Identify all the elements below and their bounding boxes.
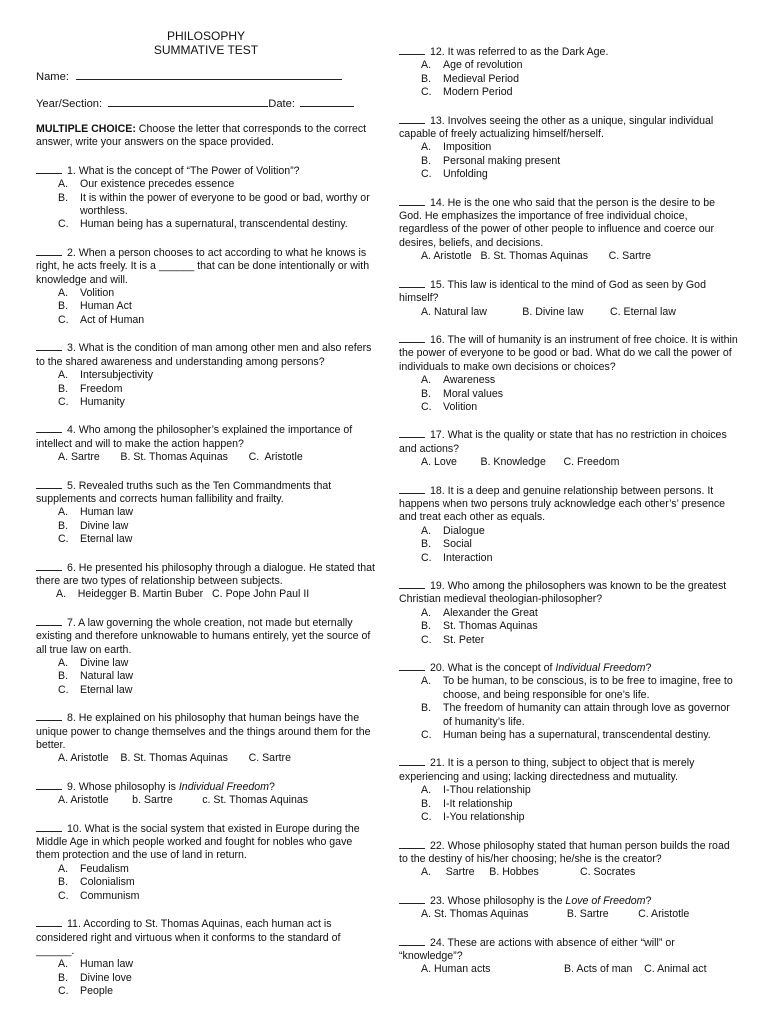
question-18 (399, 483, 739, 565)
inline-options: A. Sartre B. St. Thomas Aquinas C. Aristotle (58, 451, 303, 464)
instructions (36, 123, 376, 150)
option-b: B. Personal making present (421, 154, 561, 167)
answer-blank-2[interactable] (36, 245, 62, 256)
question-stem: It was referred to as the Dark Age. (447, 46, 609, 58)
question-stem: This law is identical to the mind of God as seen by God himself? (399, 278, 706, 305)
question-number: 13. (429, 114, 445, 127)
question-number: 2. (66, 246, 76, 259)
question-stem: What is the concept of (447, 662, 556, 675)
answer-blank-20[interactable] (399, 660, 425, 671)
right-column (399, 44, 739, 977)
question-number: 22. (429, 839, 445, 852)
question-number: 9. (66, 780, 76, 793)
answer-blank-14[interactable] (399, 195, 425, 206)
answer-blank-1[interactable] (36, 163, 62, 174)
inline-options: A. Sartre B. Hobbes C. Socrates (421, 866, 636, 879)
answer-blank-12[interactable] (399, 44, 425, 55)
left-column (36, 30, 376, 999)
question-number: 16. (429, 333, 445, 346)
question-number: 15. (429, 278, 445, 291)
answer-blank-21[interactable] (399, 755, 425, 766)
question-number: 17. (429, 429, 445, 442)
instructions-bold: MULTIPLE CHOICE: (36, 123, 136, 135)
answer-blank-17[interactable] (399, 427, 425, 438)
question-stem-emphasis: Individual Freedom (555, 662, 646, 675)
answer-blank-23[interactable] (399, 893, 425, 904)
option-c: C. Unfolding (421, 168, 488, 181)
option-b: B. It is within the power of everyone to be good or bad, worthy or worthless. (58, 191, 370, 218)
question-number: 20. (429, 662, 445, 675)
question-number: 8. (66, 712, 76, 725)
option-a: A. To be human, to be conscious, is to be free to imagine, free to choose, and being responsible for one’s life. (421, 675, 733, 701)
question-number: 6. (66, 561, 76, 574)
question-22 (399, 838, 739, 880)
option-c: C. Communism (58, 889, 140, 902)
option-c: C. Eternal law (58, 683, 133, 696)
question-number: 23. (429, 894, 445, 907)
answer-blank-24[interactable] (399, 935, 425, 946)
inline-options: A. Heidegger B. Martin Buber C. Pope John Paul II (56, 588, 310, 601)
option-b: B. Moral values (421, 387, 504, 400)
inline-options: A. Aristotle B. St. Thomas Aquinas C. Sartre (421, 250, 652, 263)
title-line-2: SUMMATIVE TEST (153, 42, 259, 57)
answer-blank-4[interactable] (36, 422, 62, 433)
question-stem: A law governing the whole creation, not made but eternally existing and therefore unknowable to humans entirely, yet the source of all true law on earth. (36, 616, 371, 656)
question-19 (399, 578, 739, 647)
option-a: A. Divine law (58, 657, 129, 669)
option-a: A. Feudalism (58, 862, 129, 875)
option-b: B. I-It relationship (421, 797, 513, 810)
date-line[interactable] (300, 95, 354, 107)
question-stem-end: ? (268, 780, 275, 793)
option-a: A. Human law (58, 506, 133, 519)
option-c: C. Humanity (58, 395, 125, 408)
answer-blank-9[interactable] (36, 779, 62, 790)
option-c: C. Volition (421, 400, 478, 413)
question-17 (399, 427, 739, 469)
title-line-1: PHILOSOPHY (166, 29, 246, 43)
question-number: 24. (429, 936, 445, 949)
section-date-field[interactable] (36, 95, 376, 111)
question-number: 3. (66, 342, 76, 355)
question-number: 21. (429, 757, 445, 770)
question-stem: Revealed truths such as the Ten Commandments that supplements and corrects human fallibility and frailty. (36, 479, 332, 505)
option-c: C. Human being has a supernatural, transcendental destiny. (421, 729, 711, 742)
question-9 (36, 779, 376, 808)
question-16 (399, 332, 739, 414)
question-1 (36, 163, 376, 232)
option-c: C. St. Peter (421, 633, 485, 646)
option-a: A. Intersubjectivity (58, 369, 154, 382)
section-line[interactable] (108, 95, 268, 107)
option-a: A. Dialogue (421, 524, 485, 537)
answer-blank-6[interactable] (36, 560, 62, 571)
question-stem: What is the quality or state that has no restriction in choices and actions? (399, 429, 727, 455)
date-label: Date: (268, 98, 295, 110)
inline-options: A. Love B. Knowledge C. Freedom (421, 456, 620, 469)
option-c: C. Eternal law (58, 533, 133, 546)
option-c: C. Modern Period (421, 86, 513, 99)
question-20 (399, 660, 739, 742)
question-4 (36, 422, 376, 464)
question-stem-end: ? (645, 894, 652, 907)
question-stem: Whose philosophy is (78, 780, 179, 793)
option-c: C. Human being has a supernatural, transcendental destiny. (58, 218, 348, 231)
answer-blank-10[interactable] (36, 821, 62, 832)
option-b: B. Human Act (58, 300, 132, 313)
question-stem: He explained on his philosophy that human beings have the unique power to change themselves and the things around them for the better. (36, 712, 371, 752)
question-stem: It is a person to thing, subject to object that is merely experiencing and using; lacking directedness and mutuality. (399, 757, 695, 783)
option-a: A. Alexander the Great (421, 606, 538, 619)
question-23 (399, 893, 739, 922)
question-21 (399, 755, 739, 824)
option-a: A. Our existence precedes essence (58, 178, 235, 191)
question-5 (36, 478, 376, 547)
question-10 (36, 821, 376, 903)
question-7 (36, 615, 376, 697)
question-number: 4. (66, 424, 76, 437)
answer-blank-15[interactable] (399, 277, 425, 288)
answer-blank-22[interactable] (399, 838, 425, 849)
question-stem: Whose philosophy stated that human person builds the road to the destiny of his/her choosing; he/she is the creator? (399, 839, 730, 865)
answer-blank-7[interactable] (36, 615, 62, 626)
question-number: 5. (66, 479, 76, 492)
option-c: C. Interaction (421, 551, 493, 564)
answer-blank-8[interactable] (36, 710, 62, 721)
option-b: B. Divine love (58, 971, 132, 984)
question-24 (399, 935, 739, 977)
question-stem: These are actions with absence of either “will” or “knowledge”? (399, 936, 675, 962)
question-stem-emphasis: Individual Freedom (178, 780, 269, 793)
inline-options: A. Human acts B. Acts of man C. Animal act (421, 963, 707, 976)
question-number: 19. (429, 580, 445, 592)
option-a: A. Awareness (421, 374, 496, 387)
question-stem: When a person chooses to act according to what he knows is right, he acts freely. It is a ______ that can be done intentionally or with knowledge and will. (36, 246, 370, 286)
inline-options: A. Natural law B. Divine law C. Eternal law (421, 305, 676, 318)
question-15 (399, 277, 739, 319)
question-12 (399, 44, 739, 100)
question-number: 11. (66, 918, 81, 931)
option-b: B. The freedom of humanity can attain through love as governor of humanity’s life. (421, 702, 730, 728)
question-stem: According to St. Thomas Aquinas, each human act is considered right and virtuous when it conforms to the standard of ______. (36, 918, 341, 957)
option-b: B. Natural law (58, 670, 133, 683)
answer-blank-16[interactable] (399, 332, 425, 343)
question-3 (36, 340, 376, 409)
name-line[interactable] (76, 68, 342, 80)
answer-blank-11[interactable] (36, 916, 62, 927)
option-b: B. Colonialism (58, 876, 135, 889)
question-stem: Who among the philosophers was known to be the greatest Christian medieval theologian-philosopher? (399, 580, 727, 606)
question-8 (36, 710, 376, 766)
option-a: A. Human law (58, 958, 133, 971)
question-stem: What is the concept of “The Power of Volition”? (78, 164, 300, 177)
question-stem-emphasis: Love of Freedom (565, 894, 646, 907)
inline-options: A. Aristotle B. St. Thomas Aquinas C. Sartre (58, 752, 291, 765)
question-stem: What is the condition of man among other men and also refers to the shared awareness and understanding among persons? (36, 342, 372, 368)
question-stem: Involves seeing the other as a unique, singular individual capable of freely actualizing himself/herself. (399, 114, 714, 141)
question-6 (36, 560, 376, 602)
option-c: C. People (58, 985, 113, 998)
answer-blank-5[interactable] (36, 478, 62, 489)
option-b: B. Freedom (58, 382, 123, 395)
instructions-text: Choose the letter that corresponds to the correct answer, write your answers on the space provided. (36, 123, 367, 149)
question-number: 12. (429, 46, 445, 58)
question-stem-end: ? (645, 662, 652, 675)
question-stem: He presented his philosophy through a dialogue. He stated that there are two types of relationship between subjects. (36, 561, 375, 587)
answer-blank-19[interactable] (399, 578, 425, 589)
option-b: B. Medieval Period (421, 72, 519, 85)
option-a: A. Imposition (421, 141, 492, 154)
option-a: A. Age of revolution (421, 59, 523, 72)
question-stem: What is the social system that existed in Europe during the Middle Age in which people worked and fought for nobles who gave them protection and the use of land in return. (36, 822, 360, 862)
option-a: A. I-Thou relationship (421, 784, 531, 797)
answer-blank-18[interactable] (399, 483, 425, 494)
question-stem: Whose philosophy is the (447, 894, 566, 907)
question-number: 18. (429, 484, 445, 497)
question-stem: The will of humanity is an instrument of free choice. It is within the power of everyone to be good or bad. What do we call the power of individuals to make own decisions or choices? (399, 333, 738, 373)
answer-blank-3[interactable] (36, 340, 62, 351)
question-2 (36, 245, 376, 327)
question-number: 14. (429, 196, 445, 209)
option-c: C. Act of Human (58, 313, 145, 326)
section-label: Year/Section: (36, 98, 103, 110)
question-number: 10. (66, 822, 82, 835)
inline-options: A. St. Thomas Aquinas B. Sartre C. Aristotle (421, 908, 690, 921)
inline-options: A. Aristotle b. Sartre c. St. Thomas Aquinas (58, 794, 309, 807)
option-b: B. Social (421, 538, 472, 551)
name-field[interactable] (36, 68, 376, 84)
page-title (36, 30, 376, 57)
name-label: Name: (36, 71, 69, 83)
question-stem: Who among the philosopher’s explained the importance of intellect and will to make the action happen? (36, 424, 353, 450)
question-stem: He is the one who said that the person is the desire to be God. He emphasizes the importance of free individual choice, regardless of the power of other people to influence and coerce our desires, beliefs, and decisions. (399, 196, 716, 249)
option-b: B. Divine law (58, 519, 129, 532)
question-13 (399, 113, 739, 182)
question-stem: It is a deep and genuine relationship between persons. It happens when two persons truly acknowledge each other’s’ presence and treat each other as equals. (399, 484, 726, 524)
option-a: A. Volition (58, 287, 115, 300)
question-11 (36, 916, 376, 998)
answer-blank-13[interactable] (399, 113, 425, 124)
option-b: B. St. Thomas Aquinas (421, 620, 538, 633)
question-number: 7. (66, 616, 76, 629)
question-number: 1. (66, 164, 76, 177)
option-c: C. I-You relationship (421, 811, 525, 824)
question-14 (399, 195, 739, 264)
